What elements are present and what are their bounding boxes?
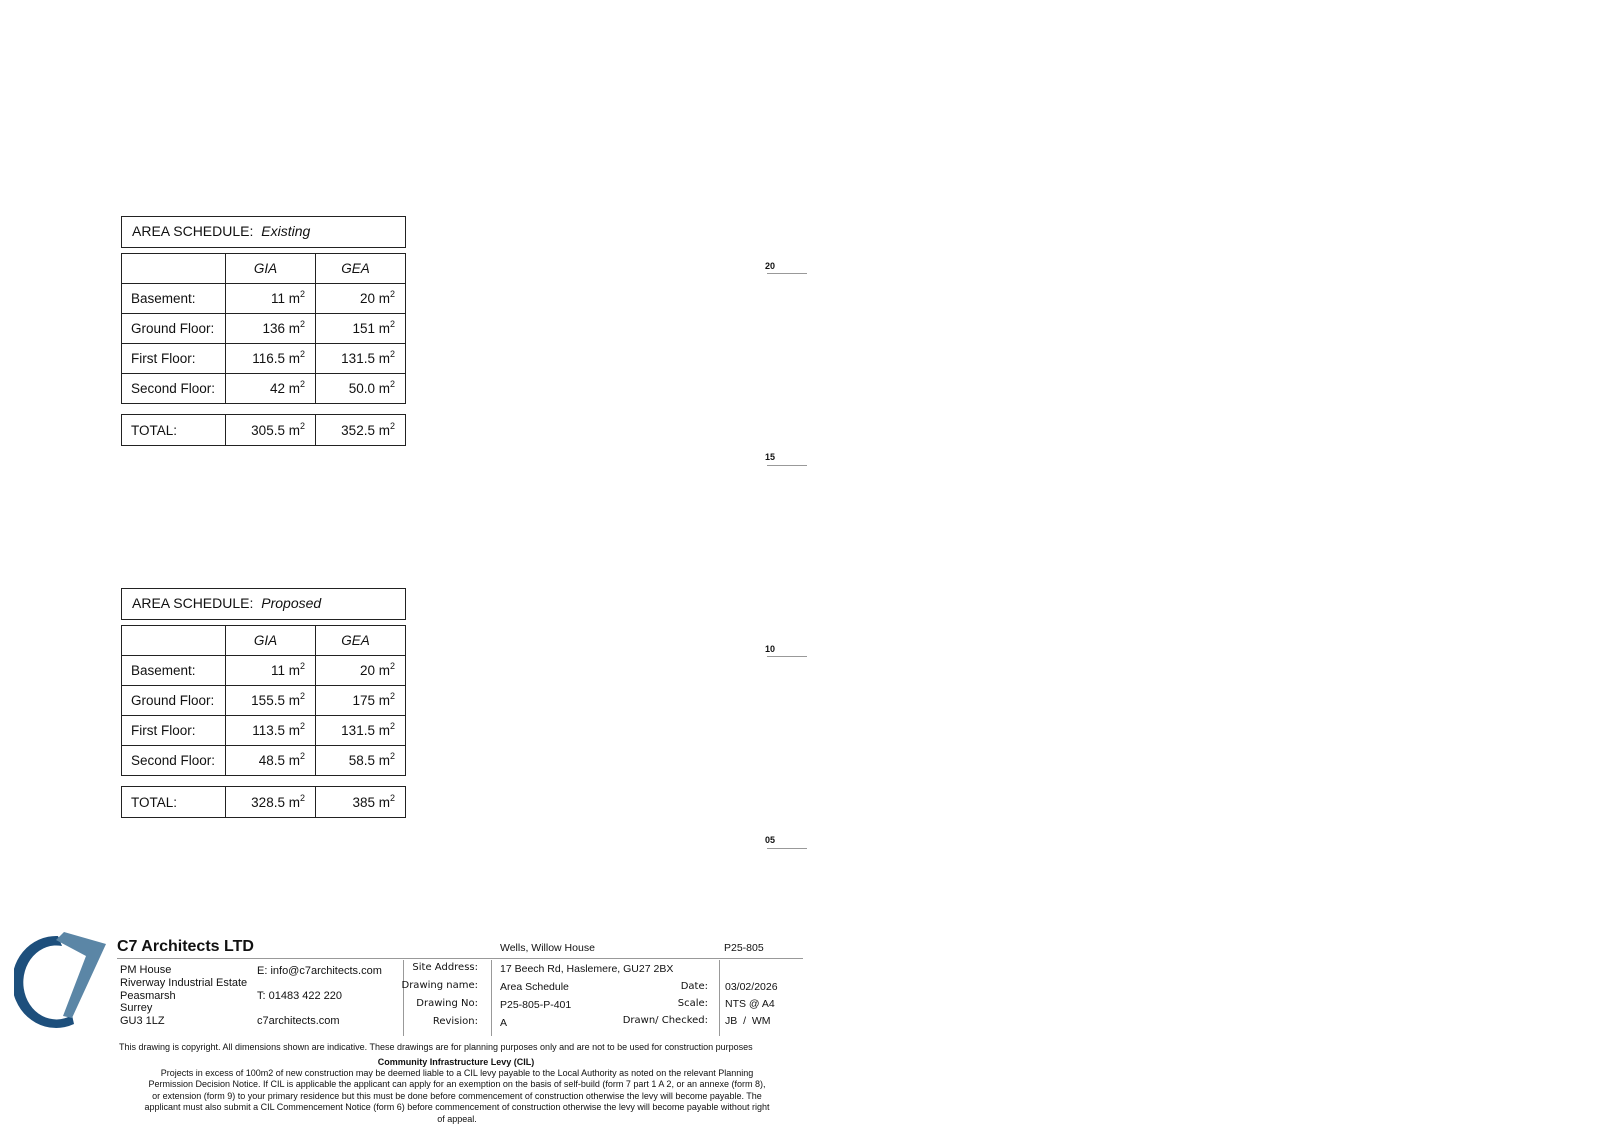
drawing-name-label: Drawing name: [401,980,478,991]
unit-exponent: 2 [299,319,305,329]
gea-cell [316,716,406,746]
gia-cell [226,716,316,746]
logo-light-arc [56,932,106,1018]
gea-cell [316,284,406,314]
total-gia-cell [226,415,316,446]
unit-exponent: 2 [299,691,305,701]
unit: m [378,351,390,366]
unit-exponent: 2 [389,420,395,431]
total-row [122,415,406,446]
total-gia-cell [226,787,316,818]
existing-schedule-table [121,253,406,404]
scale-mark-label: 15 [765,452,776,462]
unit-exponent: 2 [299,379,305,389]
total-gia-value: 305.5 [251,422,285,438]
unit: m [378,723,390,738]
gia-cell [226,686,316,716]
header-gea: GEA [316,254,406,284]
gia-cell [226,656,316,686]
gea-value: 20 [359,291,375,306]
gea-value: 175 [352,693,375,708]
table-row [122,716,406,746]
unit: m [288,794,300,810]
office-address [120,964,247,1028]
header-empty-cell [122,626,226,656]
existing-title-suffix: Existing [261,223,311,239]
table-row [122,314,406,344]
unit: m [288,753,300,768]
table-row [122,344,406,374]
drawn-checked-label: Drawn/ Checked: [622,1015,708,1026]
drawing-name-value: Area Schedule [500,981,569,993]
unit: m [378,321,390,336]
unit-exponent: 2 [389,792,395,803]
total-label: TOTAL: [122,415,226,446]
unit: m [378,381,390,396]
gea-cell [316,656,406,686]
row-label: Second Floor: [122,374,226,404]
unit-exponent: 2 [389,691,395,701]
gia-value: 42 [269,381,285,396]
scale-label: Scale: [677,998,708,1009]
table-row [122,284,406,314]
gea-value: 131.5 [341,351,375,366]
scale-mark-label: 10 [765,644,776,654]
title-block-divider [491,960,492,1036]
row-label: Second Floor: [122,746,226,776]
cil-body [112,1068,802,1125]
cil-line: Projects in excess of 100m2 of new construction may be deemed liable to a CIL levy payable to the Local Authority as noted on the relevant Planning [160,1068,754,1078]
header-gia: GIA [226,626,316,656]
unit-exponent: 2 [299,420,305,431]
header-empty-cell [122,254,226,284]
title-block-rule [117,958,803,959]
scale-mark-line [767,656,807,657]
unit: m [378,693,390,708]
cil-line: or extension (form 9) to your primary residence but this must be done before commencement of construction otherwise the levy will become payable. The [152,1090,762,1101]
unit-exponent: 2 [389,349,395,359]
unit: m [288,663,300,678]
table-row [122,746,406,776]
revision-value: A [500,1017,508,1029]
unit: m [288,723,300,738]
address-line: PM House [120,964,172,976]
table-row [122,374,406,404]
project-name: Wells, Willow House [500,942,595,954]
unit: m [378,753,390,768]
address-line: GU3 1LZ [120,1015,165,1028]
unit: m [378,663,390,678]
gea-value: 151 [352,321,375,336]
unit: m [288,321,300,336]
website-link[interactable]: c7architects.com [257,1015,340,1027]
gea-cell [316,746,406,776]
total-gea-value: 385 [352,794,375,810]
drawing-no-label: Drawing No: [416,998,478,1009]
table-row [122,656,406,686]
unit: m [288,422,300,438]
cil-line: Permission Decision Notice. If CIL is applicable the applicant can apply for an exemption on the basis of self-build (form 7 part 1 A 2, or an annexe (form 8), [148,1079,766,1090]
scale-value: NTS @ A4 [725,998,775,1010]
scale-mark-line [767,273,807,274]
proposed-schedule-title [121,588,406,620]
gea-value: 58.5 [348,753,375,768]
existing-schedule-title [121,216,406,248]
existing-title-prefix: AREA SCHEDULE: [132,223,254,239]
unit-exponent: 2 [299,349,305,359]
gia-cell [226,374,316,404]
site-address-value: 17 Beech Rd, Haslemere, GU27 2BX [500,963,674,975]
row-label: Ground Floor: [122,314,226,344]
total-gia-value: 328.5 [251,794,285,810]
table-row [122,686,406,716]
row-label: First Floor: [122,716,226,746]
unit: m [378,422,390,438]
gea-value: 50.0 [348,381,375,396]
gia-cell [226,284,316,314]
scale-mark-label: 05 [765,835,776,845]
row-label: Ground Floor: [122,686,226,716]
unit-exponent: 2 [389,379,395,389]
revision-label: Revision: [432,1016,478,1027]
unit: m [288,693,300,708]
project-number: P25-805 [724,942,764,954]
gia-value: 11 [270,663,285,678]
company-logo [14,932,106,1030]
unit-exponent: 2 [389,721,395,731]
gea-value: 20 [359,663,375,678]
gia-value: 48.5 [258,753,285,768]
gia-cell [226,344,316,374]
existing-total-table [121,414,406,446]
unit: m [378,291,390,306]
unit-exponent: 2 [389,289,395,299]
unit: m [378,794,390,810]
proposed-schedule-table [121,625,406,776]
gia-value: 155.5 [251,693,285,708]
unit-exponent: 2 [299,792,305,803]
gia-value: 11 [270,291,285,306]
unit: m [288,381,300,396]
scale-mark-label: 20 [765,261,776,271]
address-line: Riverway Industrial Estate [120,976,248,989]
proposed-total-table [121,786,406,818]
gia-value: 113.5 [252,723,285,738]
copyright-notice: This drawing is copyright. All dimensions shown are indicative. These drawings are for planning purposes only and are not to be used for construction purposes [119,1042,753,1052]
row-label: First Floor: [122,344,226,374]
site-address-label: Site Address: [412,962,478,973]
unit-exponent: 2 [299,751,305,761]
header-gia: GIA [226,254,316,284]
date-label: Date: [680,981,708,992]
gia-cell [226,314,316,344]
gea-cell [316,686,406,716]
unit-exponent: 2 [299,721,305,731]
row-label: Basement: [122,284,226,314]
drawn-checked-value: JB / WM [725,1015,771,1027]
unit-exponent: 2 [299,661,305,671]
cil-heading: Community Infrastructure Levy (CIL) [377,1057,535,1067]
row-label: Basement: [122,656,226,686]
company-name: C7 Architects LTD [117,938,254,955]
address-line: Peasmarsh [120,989,176,1002]
title-block-divider [719,960,720,1036]
unit: m [288,351,300,366]
total-gea-cell [316,787,406,818]
scale-mark-line [767,848,807,849]
total-label: TOTAL: [122,787,226,818]
unit-exponent: 2 [389,661,395,671]
contact-phone: T: 01483 422 220 [257,990,343,1002]
contact-email[interactable]: E: info@c7architects.com [257,965,382,977]
cil-line: applicant must also submit a CIL Commencement Notice (form 6) before commencement of construction otherwise the levy will become payable without right [144,1102,770,1113]
proposed-title-prefix: AREA SCHEDULE: [132,595,254,611]
gea-cell [316,314,406,344]
scale-mark-line [767,465,807,466]
date-value: 03/02/2026 [725,981,778,993]
proposed-title-suffix: Proposed [261,595,322,611]
unit-exponent: 2 [389,319,395,329]
gia-value: 136 [262,321,285,336]
unit-exponent: 2 [389,751,395,761]
unit-exponent: 2 [299,289,305,299]
cil-line: of appeal. [437,1113,477,1124]
total-row [122,787,406,818]
gea-value: 131.5 [341,723,375,738]
total-gea-value: 352.5 [341,422,375,438]
header-gea: GEA [316,626,406,656]
gia-value: 116.5 [252,351,285,366]
gea-cell [316,344,406,374]
total-gea-cell [316,415,406,446]
drawing-no-value: P25-805-P-401 [500,999,572,1011]
address-line: Surrey [120,1002,153,1015]
unit: m [288,291,300,306]
gia-cell [226,746,316,776]
gea-cell [316,374,406,404]
